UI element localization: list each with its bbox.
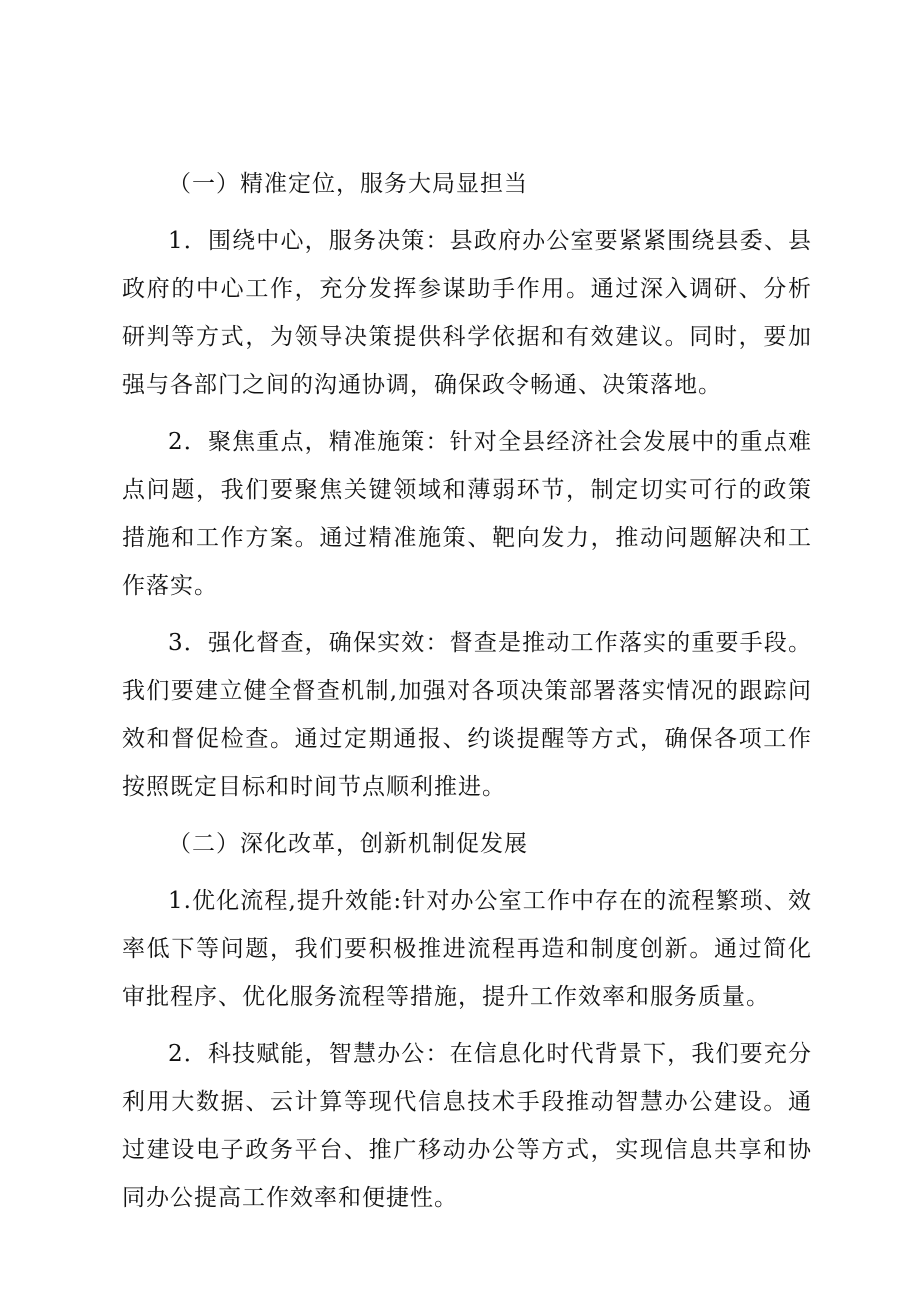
paragraph-2-1: 1.优化流程,提升效能:针对办公室工作中存在的流程繁琐、效率低下等问题，我们要积极推进流程再造和制度创新。通过简化审批程序、优化服务流程等措施，提升工作效率和服务质量。: [122, 888, 812, 1010]
paragraph-1-3: 3．强化督查，确保实效：督查是推动工作落实的重要手段。我们要建立健全督查机制,加强对各项决策部署落实情况的跟踪问效和督促检查。通过定期通报、约谈提醒等方式，确保各项工作按照既定目标和时间节点顺利推进。: [122, 630, 812, 800]
document-body: [122, 160, 812, 1231]
section-heading-2: （二）深化改革，创新机制促发展: [168, 831, 528, 857]
paragraph-2-2: 2．科技赋能，智慧办公：在信息化时代背景下，我们要充分利用大数据、云计算等现代信息技术手段推动智慧办公建设。通过建设电子政务平台、推广移动办公等方式，实现信息共享和协同办公提高工作效率和便捷性。: [122, 1041, 812, 1211]
paragraph-1-1: 1．围绕中心，服务决策：县政府办公室要紧紧围绕县委、县政府的中心工作，充分发挥参谋助手作用。通过深入调研、分析研判等方式，为领导决策提供科学依据和有效建议。同时，要加强与各部门之间的沟通协调，确保政令畅通、决策落地。: [122, 228, 812, 398]
paragraph-1-2: 2．聚焦重点，精准施策：针对全县经济社会发展中的重点难点问题，我们要聚焦关键领域和薄弱环节，制定切实可行的政策措施和工作方案。通过精准施策、靶向发力，推动问题解决和工作落实。: [122, 429, 812, 599]
section-heading-1: （一）精准定位，服务大局显担当: [168, 171, 528, 197]
